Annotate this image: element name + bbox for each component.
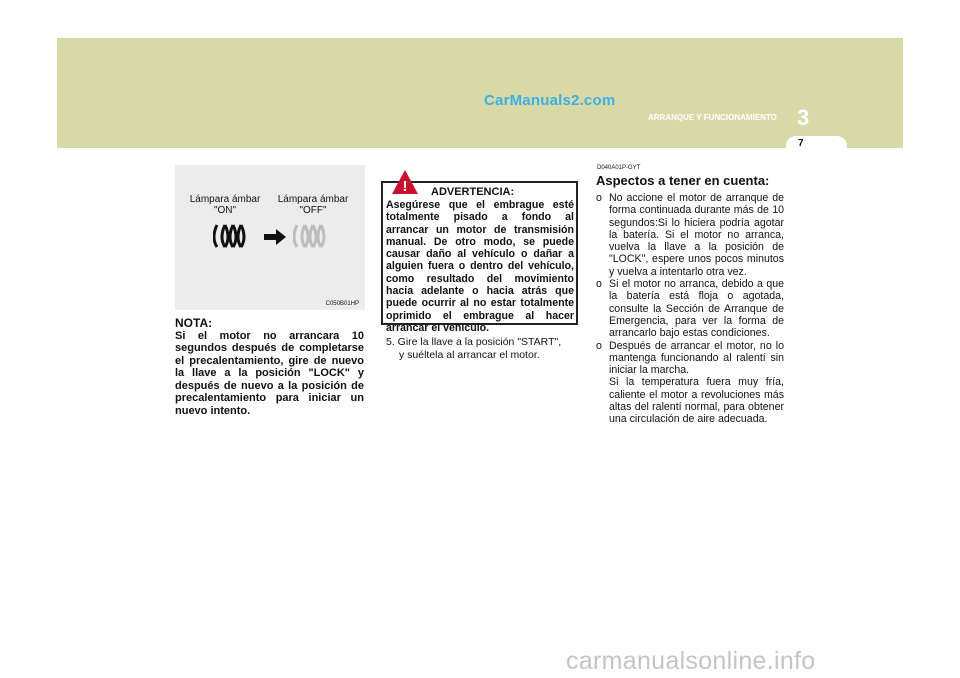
section-title: ARRANQUE Y FUNCIONAMIENTO xyxy=(648,113,777,122)
header-band xyxy=(57,38,903,148)
figure-code: C050B01HP xyxy=(325,301,359,307)
aspects-list xyxy=(596,192,784,426)
warning-icon xyxy=(391,169,419,195)
aspects-code: D040A01P-GYT xyxy=(597,165,641,171)
svg-text:!: ! xyxy=(402,178,408,195)
glow-lamp-figure xyxy=(175,165,365,310)
page-number: 7 xyxy=(798,138,804,149)
step-5-line1: 5. Gire la llave a la posición "START", xyxy=(386,336,562,348)
warning-title: ADVERTENCIA: xyxy=(431,186,515,198)
label-on: Lámpara ámbar "ON" xyxy=(189,194,261,216)
nota-body: Si el motor no arrancara 10 segundos después de completarse el precalentamiento, gire de nuevo la llave a la posición "LOCK" y después de nuevo a la posición de precalentamiento para iniciar un nuevo intento. xyxy=(175,329,364,417)
glow-plug-on-icon xyxy=(213,223,249,251)
aspects-title: Aspectos a tener en cuenta: xyxy=(596,173,770,188)
watermark-top[interactable]: CarManuals2.com xyxy=(484,92,616,109)
list-item: o Después de arrancar el motor, no lo mantenga funcionando al ralentí sin iniciar la marcha. Si la temperatura fuera muy fría, caliente el motor a revoluciones más altas del ralentí normal, para obtener una circulación de aire adecuada. xyxy=(596,339,784,426)
warning-text: Asegúrese que el embrague esté totalmente pisado a fondo al arrancar un motor de transmisión manual. De otro modo, se puede causar daño al vehículo o dañar a alguien fuera o dentro del vehículo, como resultado del movimiento hacia adelante o hacia atrás que puede ocurrir al no estar totalmente oprimido el embrague al hacer arrancar el vehículo. xyxy=(386,199,574,334)
list-item: o No accione el motor de arranque de forma continuada durante más de 10 segundos:Si lo hiciera podría agotar la batería. Si el motor no arranca, vuelva la llave a la posición de "LOCK", espere unos pocos minutos y vuelva a intentarlo otra vez. xyxy=(596,192,784,278)
step-5-line2: y suéltela al arrancar el motor. xyxy=(399,348,540,361)
step-5 xyxy=(386,336,576,361)
list-item: o Si el motor no arranca, debido a que la batería está floja o agotada, consulte la Sección de Arranque de Emergencia, para ver la forma de arrancarlo bajo estas condiciones. xyxy=(596,278,784,340)
label-off: Lámpara ámbar "OFF" xyxy=(277,194,349,216)
nota-block xyxy=(175,317,364,417)
arrow-right-icon xyxy=(264,229,286,245)
watermark-bottom[interactable]: carmanualsonline.info xyxy=(566,647,816,675)
glow-plug-off-icon xyxy=(293,223,329,251)
section-number: 3 xyxy=(797,105,810,130)
chapter-tab xyxy=(786,136,847,156)
nota-heading: NOTA: xyxy=(175,316,213,330)
